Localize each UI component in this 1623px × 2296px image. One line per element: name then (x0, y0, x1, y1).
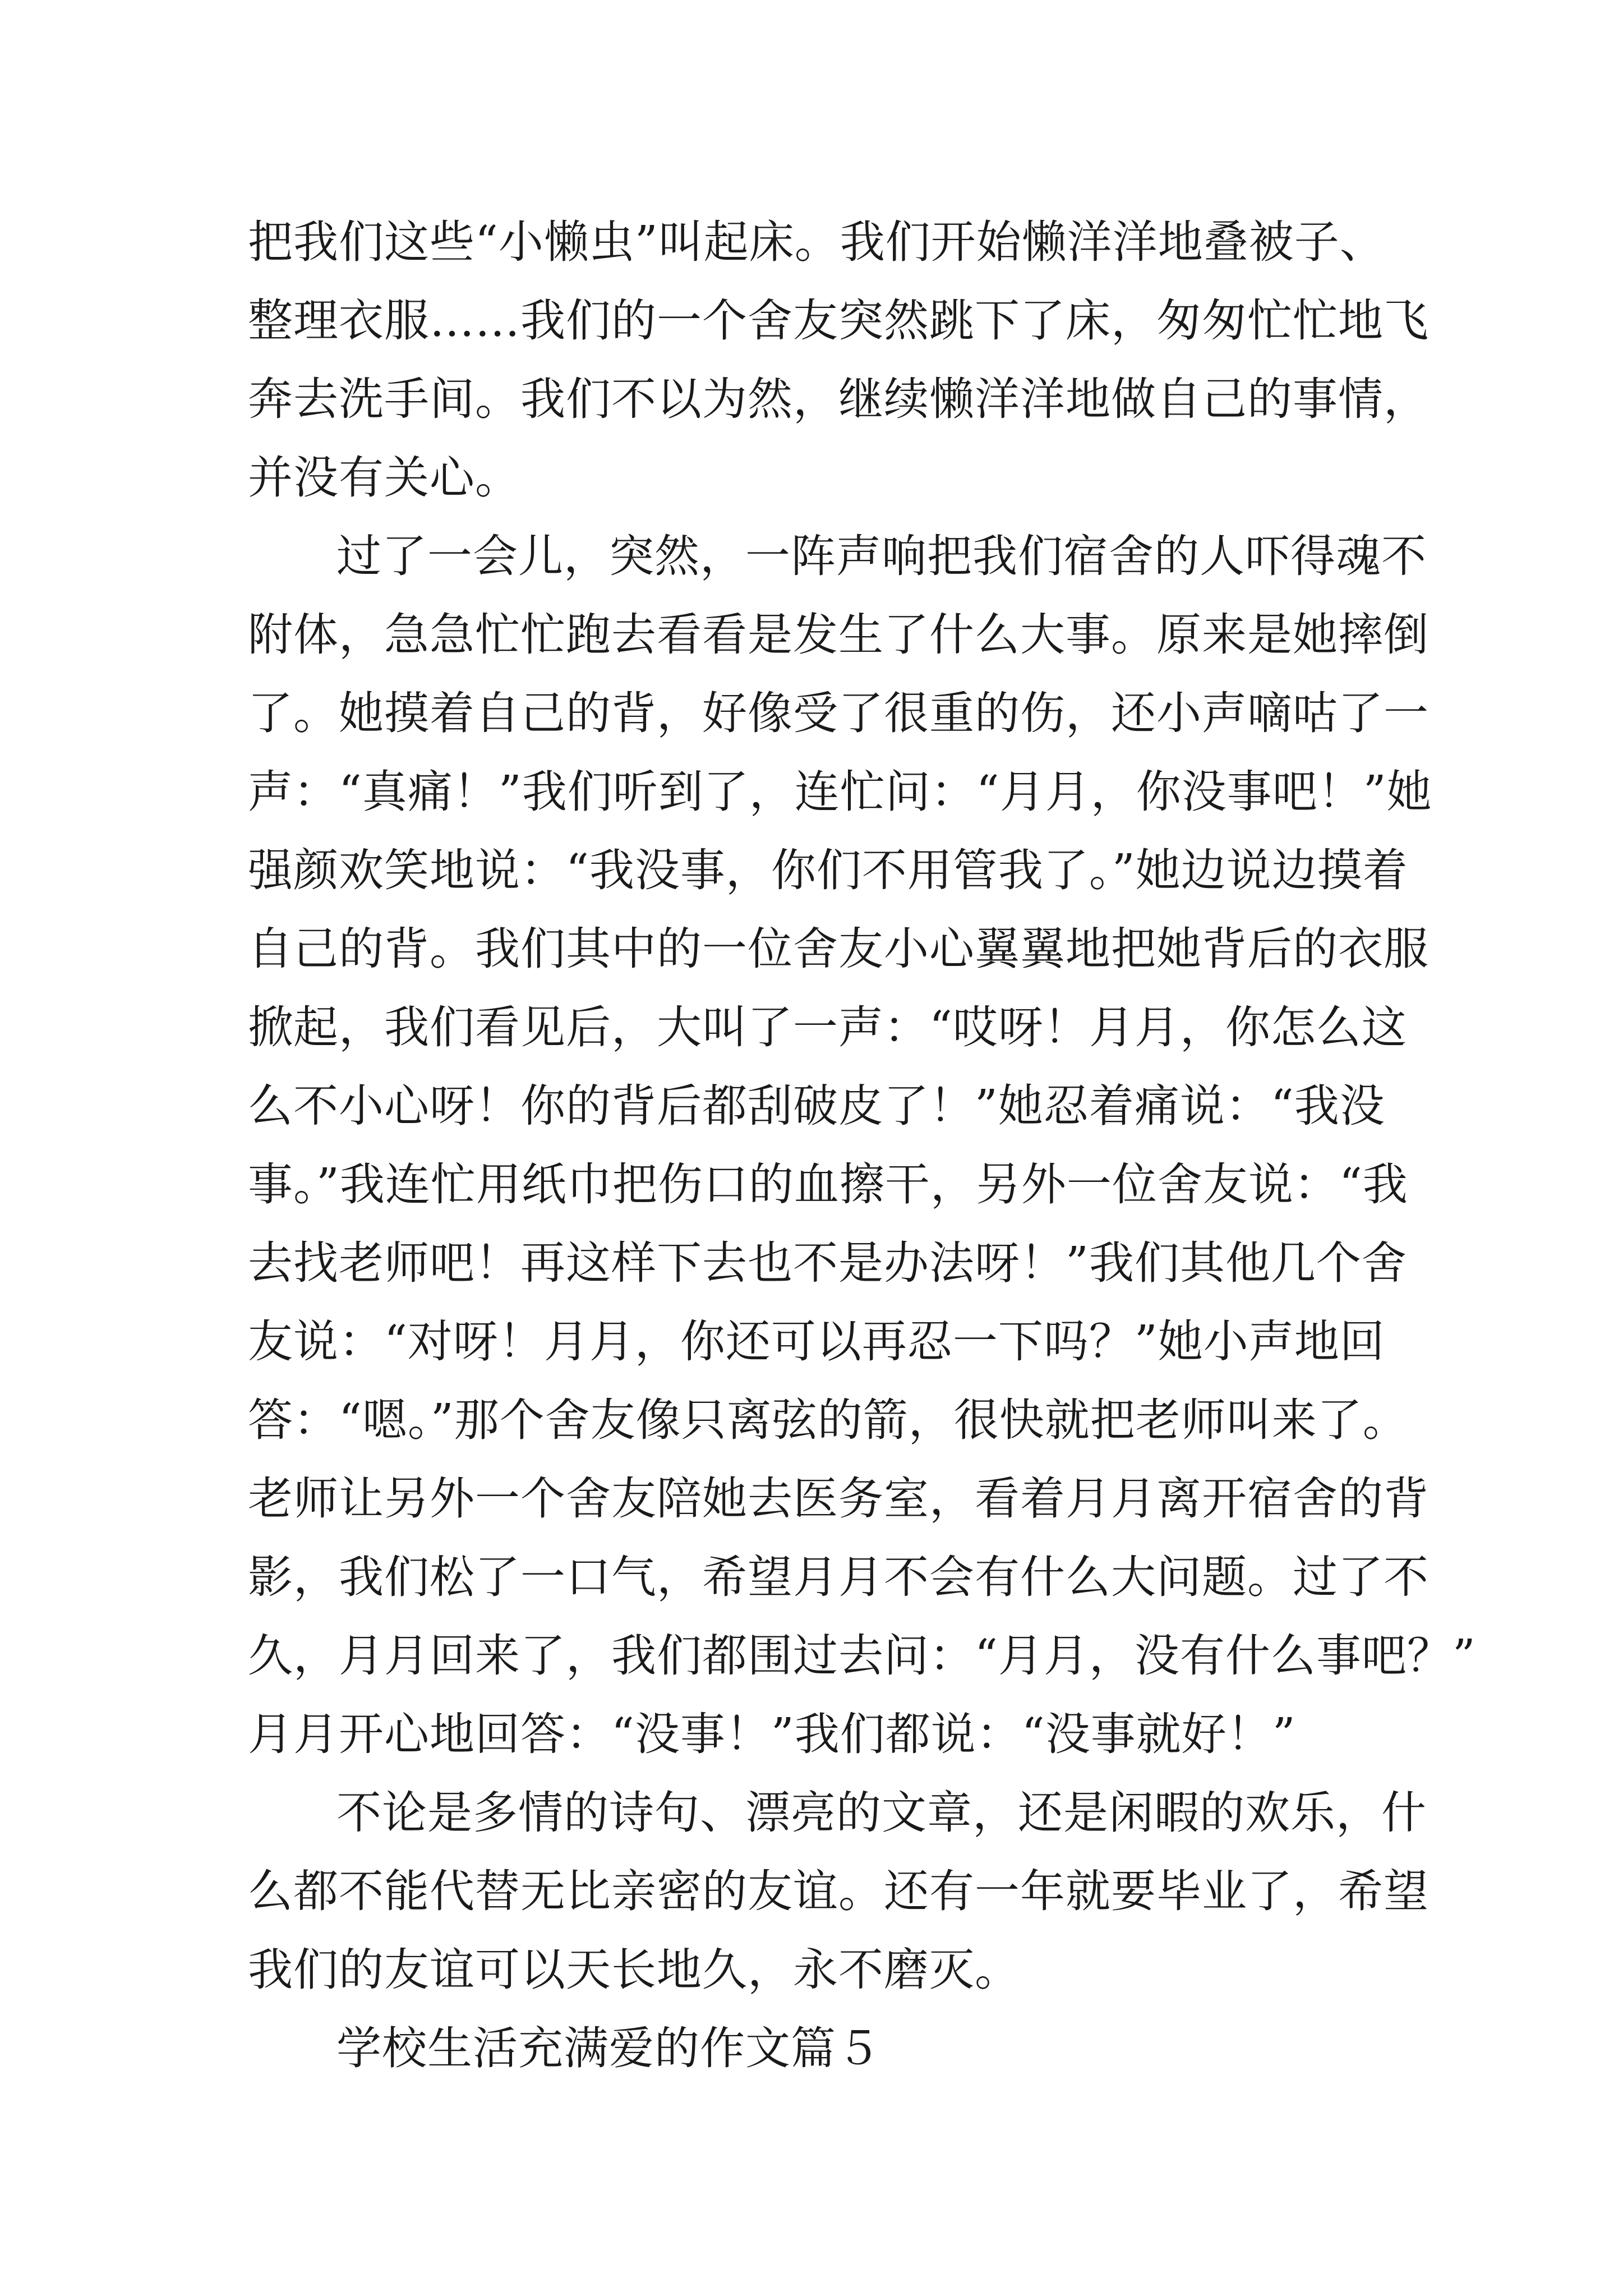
text-line: 我们的友谊可以天长地久，永不磨灭。 (248, 1944, 1020, 1996)
text-line: 强颜欢笑地说：“我没事，你们不用管我了。”她边说边摸着 (248, 844, 1408, 896)
text-line: 么不小心呀！你的背后都刮破皮了！”她忍着痛说：“我没 (248, 1080, 1385, 1132)
text-line: 去找老师吧！再这样下去也不是办法呀！”我们其他几个舍 (248, 1237, 1407, 1289)
heading-line: 学校生活充满爱的作文篇５ (336, 2022, 882, 2074)
text-line: 答：“嗯。”那个舍友像只离弦的箭，很快就把老师叫来了。 (248, 1394, 1408, 1446)
paragraph-2 (248, 517, 1476, 1774)
text-line: 友说：“对呀！月月，你还可以再忍一下吗？”她小声地回 (248, 1315, 1385, 1368)
text-line: 久，月月回来了，我们都围过去问：“月月，没有什么事吧？” (248, 1630, 1476, 1682)
text-line: 不论是多情的诗句、漂亮的文章，还是闲暇的欢乐，什 (336, 1787, 1427, 1839)
section-heading (248, 2009, 1392, 2088)
text-line: 事。”我连忙用纸巾把伤口的血擦干，另外一位舍友说：“我 (248, 1158, 1408, 1211)
text-line: 声：“真痛！”我们听到了，连忙问：“月月，你没事吧！”她 (248, 766, 1432, 818)
document-body (248, 203, 1476, 2088)
paragraph-3 (248, 1774, 1429, 2009)
text-line: 么都不能代替无比亲密的友谊。还有一年就要毕业了，希望 (248, 1865, 1429, 1917)
text-line: 老师让另外一个舍友陪她去医务室，看着月月离开宿舍的背 (248, 1473, 1429, 1525)
text-line: 月月开心地回答：“没事！”我们都说：“没事就好！” (248, 1708, 1296, 1760)
text-line: 整理衣服……我们的一个舍友突然跳下了床，匆匆忙忙地飞 (248, 295, 1429, 347)
text-line: 影，我们松了一口气，希望月月不会有什么大问题。过了不 (248, 1551, 1429, 1603)
text-line: 自己的背。我们其中的一位舍友小心翼翼地把她背后的衣服 (248, 923, 1429, 975)
paragraph-1 (248, 203, 1429, 517)
text-line: 掀起，我们看见后，大叫了一声：“哎呀！月月，你怎么这 (248, 1001, 1407, 1053)
text-line: 并没有关心。 (248, 452, 520, 504)
text-line: 奔去洗手间。我们不以为然，继续懒洋洋地做自己的事情， (248, 373, 1429, 425)
text-line: 了。她摸着自己的背，好像受了很重的伤，还小声嘀咕了一 (248, 687, 1429, 739)
text-line: 附体，急急忙忙跑去看看是发生了什么大事。原来是她摔倒 (248, 609, 1429, 661)
text-line: 过了一会儿，突然，一阵声响把我们宿舍的人吓得魂不 (336, 530, 1427, 582)
text-line: 把我们这些“小懒虫”叫起床。我们开始懒洋洋地叠被子、 (248, 216, 1385, 268)
